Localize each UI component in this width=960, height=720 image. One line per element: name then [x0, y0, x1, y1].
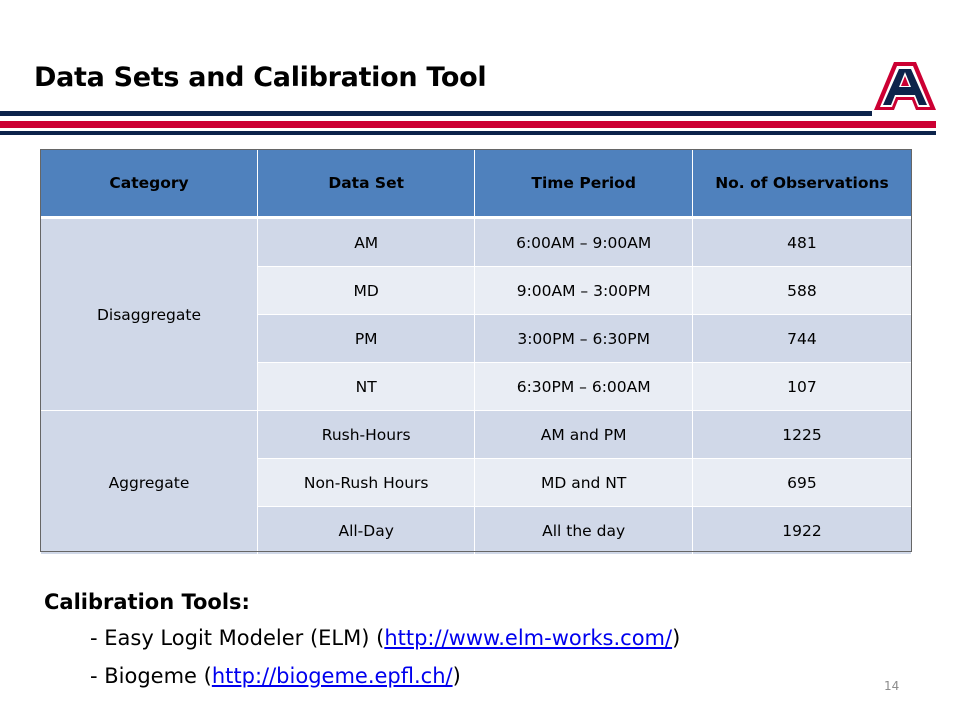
category-cell: Aggregate — [41, 411, 258, 555]
calibration-item-prefix: - Easy Logit Modeler (ELM) ( — [90, 626, 385, 650]
calibration-heading: Calibration Tools: — [44, 590, 250, 614]
observations-cell: 1922 — [692, 507, 911, 555]
slide-number: 14 — [884, 679, 900, 693]
data-set-cell: NT — [257, 363, 474, 411]
header-rule-red — [0, 121, 936, 128]
header-category: Category — [41, 150, 258, 218]
observations-cell: 588 — [692, 267, 911, 315]
header-rule-navy-top — [0, 111, 872, 116]
observations-cell: 744 — [692, 315, 911, 363]
data-set-cell: Non-Rush Hours — [257, 459, 474, 507]
time-period-cell: MD and NT — [475, 459, 693, 507]
table-row — [41, 218, 912, 267]
time-period-cell: 3:00PM – 6:30PM — [475, 315, 693, 363]
calibration-item-prefix: - Biogeme ( — [90, 664, 212, 688]
table-row — [41, 411, 912, 459]
biogeme-link[interactable]: http://biogeme.epfl.ch/ — [211, 664, 453, 688]
calibration-item-suffix: ) — [452, 664, 461, 688]
data-sets-table — [40, 149, 912, 555]
header-time-period: Time Period — [475, 150, 693, 218]
header-observations: No. of Observations — [692, 150, 911, 218]
calibration-item-biogeme — [90, 664, 461, 688]
time-period-cell: 6:30PM – 6:00AM — [475, 363, 693, 411]
elm-link[interactable]: http://www.elm-works.com/ — [384, 626, 673, 650]
observations-cell: 1225 — [692, 411, 911, 459]
slide-title: Data Sets and Calibration Tool — [34, 62, 487, 93]
time-period-cell: AM and PM — [475, 411, 693, 459]
observations-cell: 481 — [692, 218, 911, 267]
category-cell: Disaggregate — [41, 218, 258, 411]
calibration-item-suffix: ) — [672, 626, 681, 650]
data-set-cell: PM — [257, 315, 474, 363]
data-set-cell: MD — [257, 267, 474, 315]
table-header-row — [41, 150, 912, 218]
time-period-cell: 6:00AM – 9:00AM — [475, 218, 693, 267]
observations-cell: 695 — [692, 459, 911, 507]
data-set-cell: Rush-Hours — [257, 411, 474, 459]
time-period-cell: All the day — [475, 507, 693, 555]
header-data-set: Data Set — [257, 150, 474, 218]
data-set-cell: AM — [257, 218, 474, 267]
university-of-arizona-logo-icon — [872, 60, 938, 112]
calibration-item-elm — [90, 626, 680, 650]
header-rule-navy-bottom — [0, 131, 936, 135]
observations-cell: 107 — [692, 363, 911, 411]
data-set-cell: All-Day — [257, 507, 474, 555]
time-period-cell: 9:00AM – 3:00PM — [475, 267, 693, 315]
